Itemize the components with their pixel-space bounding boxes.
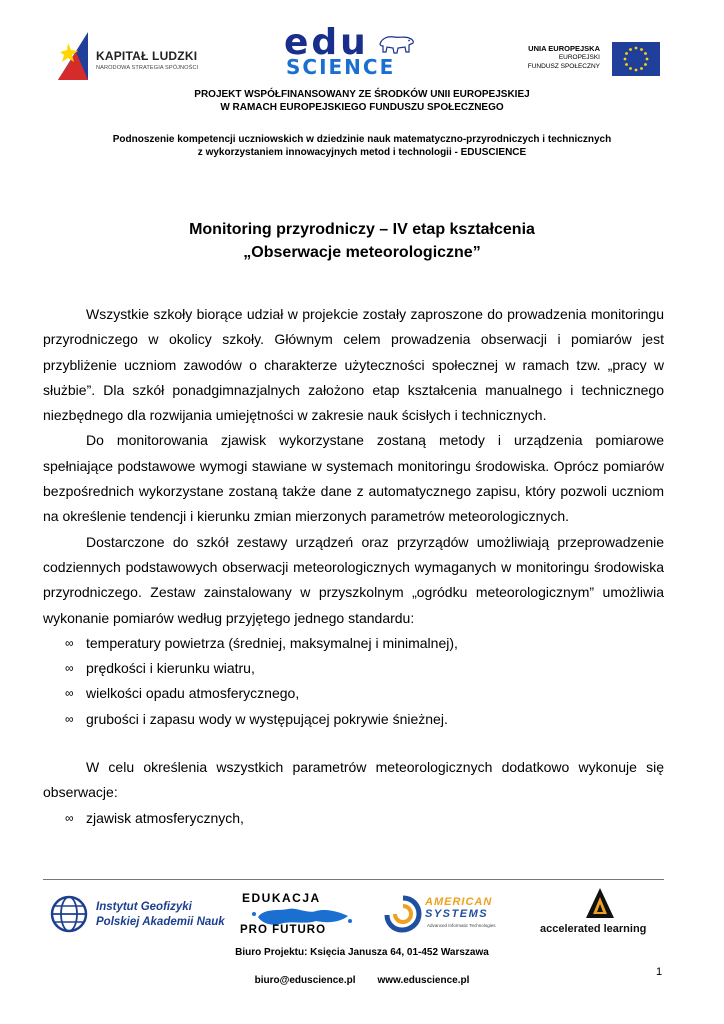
bullet-icon: ∞ [65,810,74,825]
igf-name-line1: Instytut Geofizyki [96,901,192,913]
list-item-text: wielkości opadu atmosferycznego, [86,685,300,702]
eu-logo-line3: FUNDUSZ SPOŁECZNY [527,63,600,70]
swirl-icon [383,894,423,934]
footer-contact [0,975,724,986]
footer-divider [43,879,664,880]
observation-list [43,806,664,831]
bullet-icon: ∞ [65,686,74,701]
eu-logo-line1: UNIA EUROPEJSKA [528,44,600,53]
kapital-ludzki-name: KAPITAŁ LUDZKI [96,49,198,63]
globe-emblem-icon [50,895,88,933]
list-item [43,681,664,706]
project-heading-line1: PROJEKT WSPÓŁFINANSOWANY ZE ŚRODKÓW UNII EUROPEJSKIEJ [194,89,530,100]
footer-email-link[interactable]: biuro@eduscience.pl [254,975,356,986]
igf-name-line2: Polskiej Akademii Nauk [96,916,225,928]
list-item-text: prędkości i kierunku wiatru, [86,660,255,677]
project-subtitle-line2: z wykorzystaniem innowacyjnych metod i technologii - EDUSCIENCE [197,147,527,158]
american-systems-line2: SYSTEMS [425,908,489,920]
list-item-text: temperatury powietrza (średniej, maksymalnej i minimalnej), [86,634,458,651]
eu-logo-line2: EUROPEJSKI [558,54,600,61]
page-number: 1 [656,966,663,978]
list-item [43,656,664,681]
project-subtitle-line1: Podnoszenie kompetencji uczniowskich w dziedzinie nauk matematyczno-przyrodniczych i technicznych [112,134,612,145]
paragraph: Do monitorowania zjawisk wykorzystane zostaną metody i urządzenia pomiarowe spełniające podstawowe wymogi stawiane w systemach monitoringu środowiska. Oprócz pomiarów bezpośrednich wykorzystane zostaną także dane z automatycznego zapisu, który pozwoli uczniom na określenie tendencji i kierunku zmian mierzonych parametrów meteorologicznych. [43,432,664,525]
eduscience-logo-science: SCIENCE [286,55,396,79]
measurement-list [43,631,664,732]
list-item-text: grubości i zapasu wody w występującej pokrywie śnieżnej. [86,710,448,727]
eu-logo [520,42,666,82]
triangle-logo-icon [585,886,615,920]
list-item [43,631,664,656]
eduscience-logo-edu: edu [284,22,369,63]
bullet-icon: ∞ [65,711,74,726]
footer-website-link[interactable]: www.eduscience.pl [377,975,470,986]
document-body [43,302,664,831]
epf-line1: EDUKACJA [242,891,321,905]
american-systems-logo [383,892,523,938]
accelerated-learning-logo [540,886,662,938]
list-item [43,707,664,732]
kapital-ludzki-subtitle: NARODOWA STRATEGIA SPÓJNOŚCI [96,65,199,71]
igf-pan-logo [50,893,225,935]
kapital-ludzki-flag-icon [58,32,88,80]
kapital-ludzki-logo [58,32,228,80]
accelerated-learning-name: accelerated learning [540,923,647,935]
edukacja-pro-futuro-logo [240,891,364,941]
american-systems-line1: AMERICAN [425,896,493,908]
project-heading-line2: W RAMACH EUROPEJSKIEGO FUNDUSZU SPOŁECZNEGO [220,102,504,113]
eduscience-logo [284,22,424,80]
epf-line2: PRO FUTURO [240,924,327,936]
paragraph: Dostarczone do szkół zestawy urządzeń oraz przyrządów umożliwiają przeprowadzenie codziennych podstawowych obserwacji meteorologicznych wymaganych w monitoringu środowiska przyrodniczego. Zestaw zainstalowany w przyszkolnym „ogródku meteorologicznym” umożliwia wykonanie pomiarów według przyjętego jednego standardu: [43,533,664,626]
paragraph: W celu określenia wszystkich parametrów meteorologicznych dodatkowo wykonuje się obserwacje: [43,759,664,801]
bullet-icon: ∞ [65,635,74,650]
project-office-address: Biuro Projektu: Księcia Janusza 64, 01-452 Warszawa [235,947,489,958]
document-title-line2: „Obserwacje meteorologiczne” [243,244,481,261]
paragraph: Wszystkie szkoły biorące udział w projekcie zostały zaproszone do prowadzenia monitoringu przyrodniczego w okolicy szkoły. Głównym celem prowadzenia obserwacji i pomiarów jest przybliżenie uczniom zawodów o charakterze użyteczności społecznej w ramach tzw. „pracy w służbie”. Dla szkół ponadgimnazjalnych założono etap kształcenia manualnego i technicznego niezbędnego dla rozwijania umiejętności w zakresie nauk ścisłych i technicznych. [43,306,664,424]
list-item [43,806,664,831]
eu-flag-icon [612,42,660,76]
american-systems-tagline: Advanced Informatic Technologies [427,923,496,928]
bullet-icon: ∞ [65,661,74,676]
document-title-line1: Monitoring przyrodniczy – IV etap kształcenia [189,221,535,238]
polar-bear-icon [378,30,416,56]
list-item-text: zjawisk atmosferycznych, [86,809,244,826]
